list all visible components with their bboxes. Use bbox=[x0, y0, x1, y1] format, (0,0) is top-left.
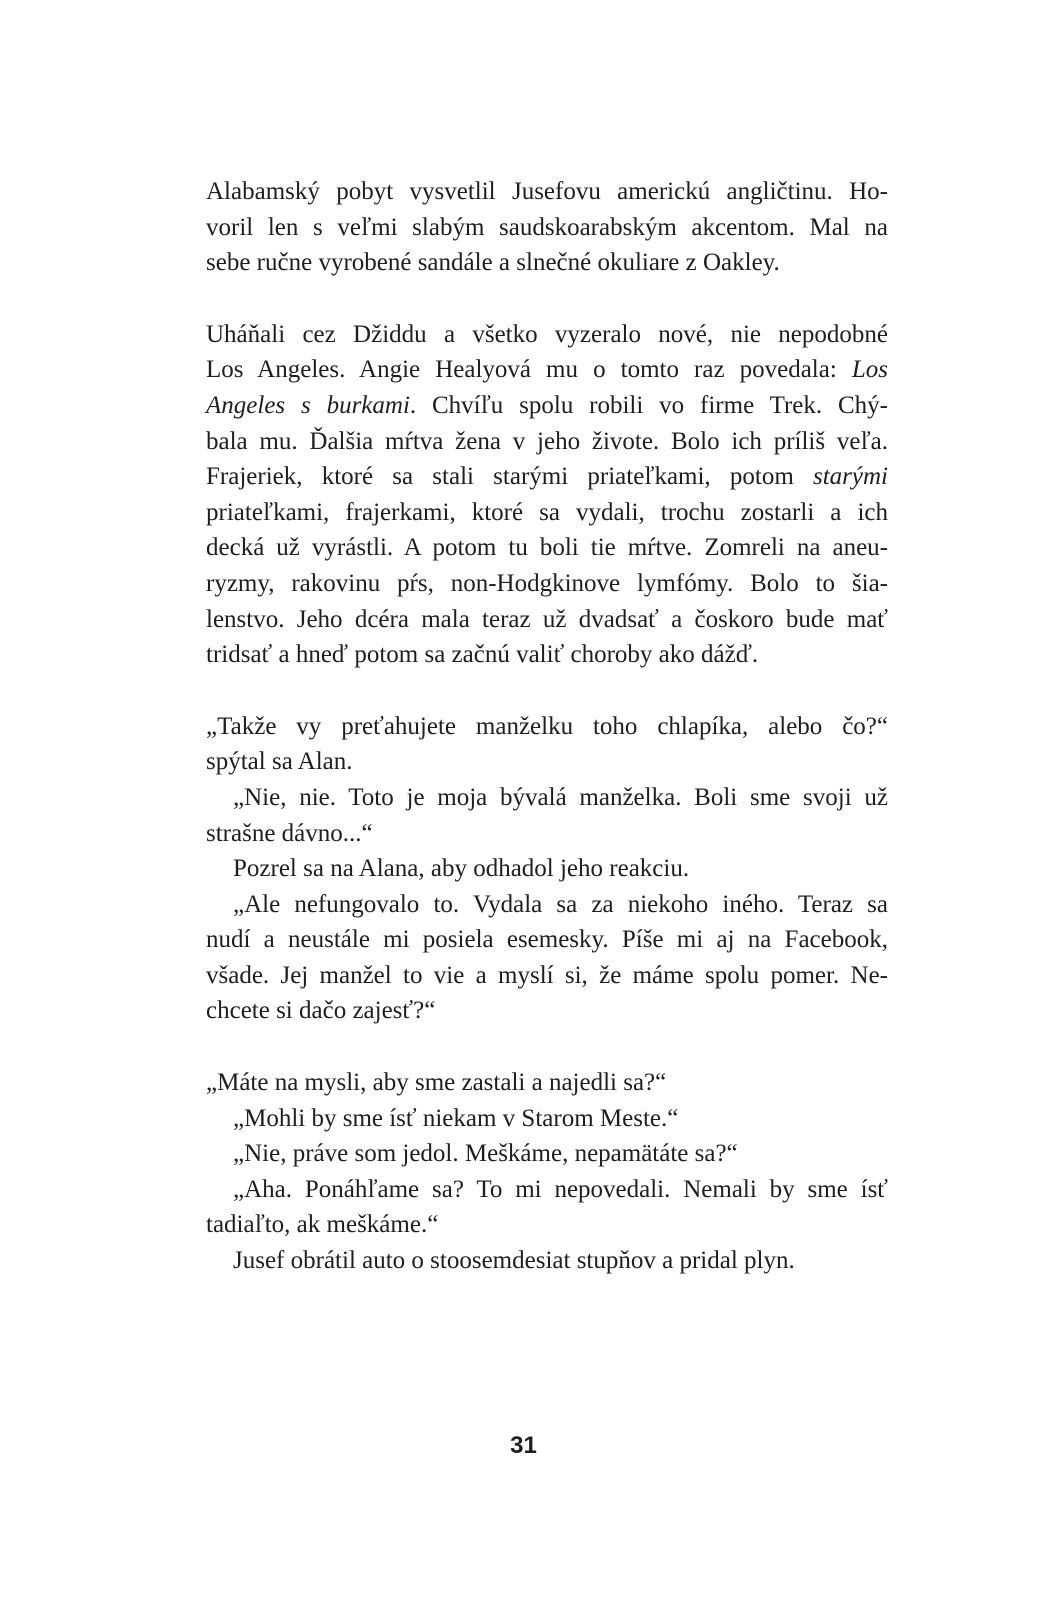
text-line: sebe ručne vyrobené sandále a slnečné okuliare z Oakley. bbox=[206, 249, 780, 277]
text-line: Jusef obrátil auto o stoosemdesiat stupňov a pridal plyn. bbox=[233, 1247, 795, 1275]
text-line: Uháňali cez Džiddu a všetko vyzeralo nové, nie nepodobné bbox=[206, 320, 888, 348]
paragraph bbox=[206, 174, 888, 281]
dialogue-block bbox=[206, 709, 888, 1029]
paragraph-gap bbox=[206, 1029, 888, 1065]
text-line: spýtal sa Alan. bbox=[206, 748, 353, 776]
page-body bbox=[206, 174, 888, 1279]
text-line: „Nie, práve som jedol. Meškáme, nepamätáte sa?“ bbox=[233, 1140, 738, 1168]
text-line: „Nie, nie. Toto je moja bývalá manželka. Boli sme svoji už bbox=[233, 783, 888, 811]
text-line: decká už vyrástli. A potom tu boli tie mŕtve. Zomreli na aneu- bbox=[206, 534, 888, 562]
text-line: Pozrel sa na Alana, aby odhadol jeho reakciu. bbox=[233, 855, 690, 883]
italic-segment: Angeles s burkami bbox=[206, 391, 410, 419]
text-line: bala mu. Ďalšia mŕtva žena v jeho živote. Bolo ich príliš veľa. bbox=[206, 427, 888, 455]
text-line: „Mohli by sme ísť niekam v Starom Meste.“ bbox=[233, 1104, 679, 1132]
text-line bbox=[206, 352, 888, 388]
text-line bbox=[206, 459, 888, 495]
text-line: všade. Jej manžel to vie a myslí si, že máme spolu pomer. Ne- bbox=[206, 961, 888, 989]
italic-segment: starými bbox=[813, 463, 888, 491]
text-line: lenstvo. Jeho dcéra mala teraz už dvadsať a čoskoro bude mať bbox=[206, 605, 888, 633]
text-line: tridsať a hneď potom sa začnú valiť choroby ako dážď. bbox=[206, 641, 759, 669]
text-segment: Los Angeles. Angie Healyová mu o tomto raz povedala: bbox=[206, 356, 852, 384]
page-number: 31 bbox=[510, 1432, 537, 1459]
text-line: „Máte na mysli, aby sme zastali a najedli sa?“ bbox=[206, 1069, 667, 1097]
text-line: priateľkami, frajerkami, ktoré sa vydali, trochu zostarli a ich bbox=[206, 498, 888, 526]
text-line: nudí a neustále mi posiela esemesky. Píše mi aj na Facebook, bbox=[206, 926, 888, 954]
text-segment: Frajeriek, ktoré sa stali starými priateľkami, potom bbox=[206, 463, 813, 491]
text-segment: . Chvíľu spolu robili vo firme Trek. Chý- bbox=[409, 391, 888, 419]
text-line: ryzmy, rakovinu pŕs, non-Hodgkinove lymfómy. Bolo to šia- bbox=[206, 569, 888, 597]
text-line: „Takže vy preťahujete manželku toho chlapíka, alebo čo?“ bbox=[206, 712, 888, 740]
text-line: „Ale nefungovalo to. Vydala sa za niekoho iného. Teraz sa bbox=[233, 890, 888, 918]
text-line: strašne dávno...“ bbox=[206, 819, 373, 847]
paragraph-gap bbox=[206, 281, 888, 317]
text-line: voril len s veľmi slabým saudskoarabským akcentom. Mal na bbox=[206, 213, 888, 241]
text-line bbox=[206, 388, 888, 424]
paragraph-gap bbox=[206, 673, 888, 709]
italic-segment: Los bbox=[851, 356, 888, 384]
text-line: Alabamský pobyt vysvetlil Jusefovu americkú angličtinu. Ho- bbox=[206, 178, 888, 205]
dialogue-block bbox=[206, 1065, 888, 1279]
text-line: chcete si dačo zajesť?“ bbox=[206, 997, 436, 1025]
paragraph bbox=[206, 317, 888, 673]
text-line: tadiaľto, ak meškáme.“ bbox=[206, 1211, 439, 1239]
text-line: „Aha. Ponáhľame sa? To mi nepovedali. Nemali by sme ísť bbox=[233, 1175, 888, 1203]
